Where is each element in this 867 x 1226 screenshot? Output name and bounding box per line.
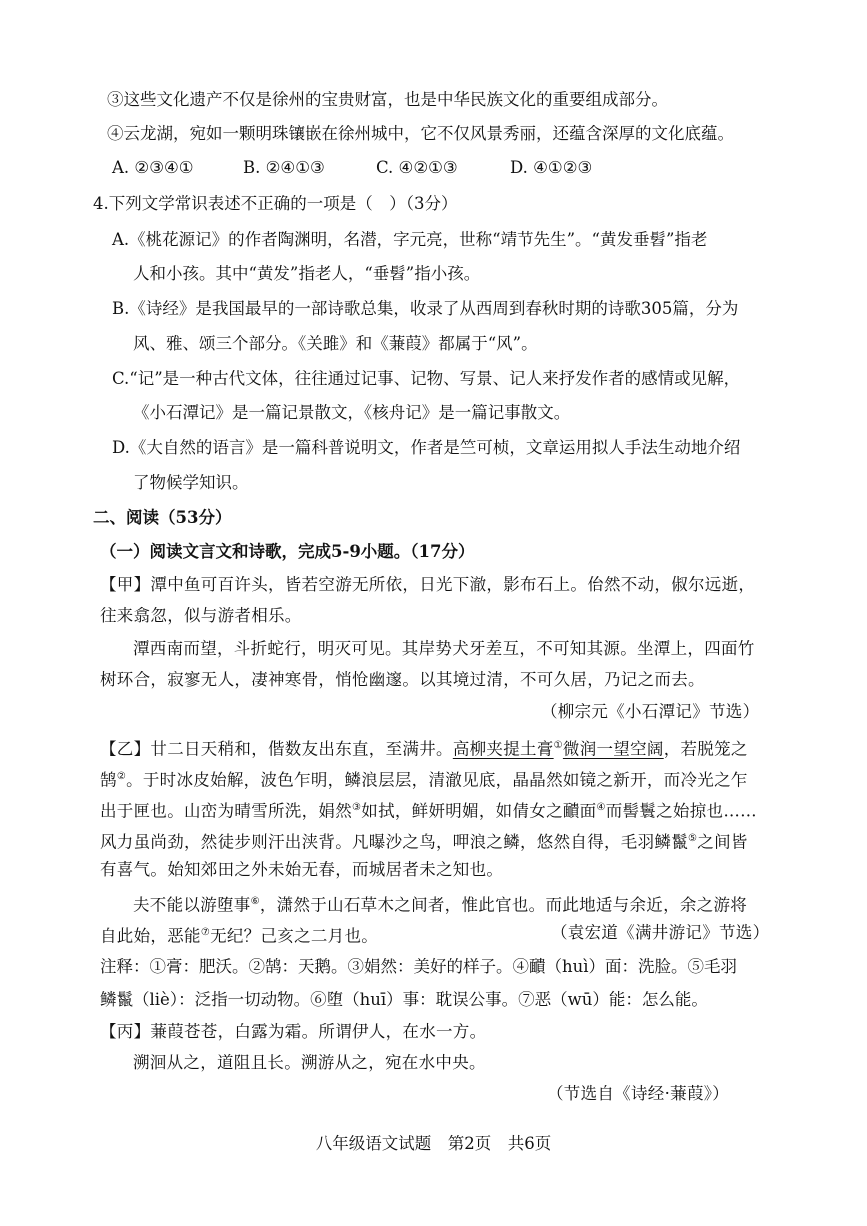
yi-note-7-marker: ⑦ <box>200 927 211 938</box>
jia-p2-line1: 潭西南而望，斗折蛇行，明灭可见。其岸势犬牙差互，不可知其源。坐潭上，四面竹 <box>133 639 755 658</box>
q3-option-b: B. ②④①③ <box>243 158 325 177</box>
jia-p2-line2: 树环合，寂寥无人，凄神寒骨，悄怆幽邃。以其境过清，不可久居，乃记之而去。 <box>100 670 705 689</box>
yi-line3-post: 而髻鬟之始掠也…… <box>605 801 757 821</box>
yi-line7-post: 无纪？己亥之二月也。 <box>210 926 379 946</box>
yi-line1 <box>100 734 748 762</box>
bing-line1: 【丙】蒹葭苍苍，白露为霜。所谓伊人，在水一方。 <box>100 1022 487 1041</box>
bing-line2: 溯洄从之，道阻且长。溯游从之，宛在水中央。 <box>133 1053 486 1072</box>
yi-line7-pre: 自此始，恶能 <box>100 926 201 946</box>
yi-line6-pre: 夫不能以游堕事 <box>133 895 251 915</box>
yi-note-3-marker: ③ <box>352 802 362 813</box>
yi-line4 <box>100 827 748 855</box>
yi-note-6-marker: ⑥ <box>250 896 260 907</box>
subsection-title: （一）阅读文言文和诗歌，完成5-9小题。（17分） <box>100 542 475 561</box>
notes-line2: 鳞鬣（liè）：泛指一切动物。⑥堕（huī）事：耽误公事。⑦恶（wū）能：怎么能。 <box>100 990 708 1009</box>
q3-option-d: D. ④①②③ <box>510 158 593 177</box>
q4-option-a-line2: 人和小孩。其中“黄发”指老人，“垂髫”指小孩。 <box>133 264 481 283</box>
yi-line3-pre: 出于匣也。山峦为晴雪所洗，娟然 <box>100 801 352 821</box>
yi-line2-pre: 鹄 <box>100 770 117 790</box>
yi-note-1-marker: ① <box>553 740 563 751</box>
yi-line1-underlined-2: 微润一望空阔 <box>562 739 664 759</box>
yi-line3-mid: 如拭，鲜妍明媚，如倩女之靧面 <box>361 801 597 821</box>
yi-line2 <box>100 765 748 793</box>
q4-option-c-line2: 《小石潭记》是一篇记景散文，《核舟记》是一篇记事散文。 <box>133 403 571 422</box>
jia-source: （柳宗元《小石潭记》节选） <box>541 702 760 721</box>
q3-option-a: A. ②③④① <box>112 158 194 177</box>
yi-note-2-marker: ② <box>116 771 127 782</box>
jia-p1-line2: 往来翕忽，似与游者相乐。 <box>100 606 302 625</box>
q4-stem: 4.下列文学常识表述不正确的一项是（ ）（3分） <box>93 194 458 213</box>
page-footer: 八年级语文试题 第2页 共6页 <box>315 1134 552 1153</box>
q4-option-a-line1: A.《桃花源记》的作者陶渊明，名潜，字元亮，世称“靖节先生”。“黄发垂髫”指老 <box>112 230 708 249</box>
bing-source: （节选自《诗经·蒹葭》） <box>547 1084 730 1103</box>
yi-line1-pre: 【乙】廿二日天稍和，偕数友出东直，至满井。 <box>100 739 453 759</box>
q4-option-b-line1: B.《诗经》是我国最早的一部诗歌总集，收录了从西周到春秋时期的诗歌305篇，分为 <box>112 299 739 318</box>
yi-line6-post: ，潇然于山石草木之间者，惟此官也。而此地适与余近，余之游将 <box>259 895 748 915</box>
q4-option-b-line2: 风、雅、颂三个部分。《关雎》和《蒹葭》都属于“风”。 <box>133 334 538 353</box>
yi-note-5-marker: ⑤ <box>688 833 698 844</box>
q4-option-c-line1: C.“记”是一种古代文体，往往通过记事、记物、写景、记人来抒发作者的感情或见解， <box>112 369 741 388</box>
q3-option-c: C. ④②①③ <box>376 158 458 177</box>
yi-line5: 有喜气。始知郊田之外未始无春，而城居者未之知也。 <box>100 860 504 879</box>
yi-line7 <box>100 921 378 949</box>
q3-item-4: ④云龙湖，宛如一颗明珠镶嵌在徐州城中，它不仅风景秀丽，还蕴含深厚的文化底蕴。 <box>107 124 734 143</box>
yi-line1-underlined-1: 高柳夹提土膏 <box>452 739 554 759</box>
yi-line1-post: ，若脱笼之 <box>663 739 748 759</box>
q4-option-d-line1: D.《大自然的语言》是一篇科普说明文，作者是竺可桢，文章运用拟人手法生动地介绍 <box>112 438 741 457</box>
yi-line4-post: 之间皆 <box>697 832 748 852</box>
yi-note-4-marker: ④ <box>596 802 606 813</box>
notes-line1: 注释：①膏：肥沃。②鹄：天鹅。③娟然：美好的样子。④靧（huì）面：洗脸。⑤毛羽 <box>100 957 738 976</box>
section-title: 二、阅读（53分） <box>93 508 232 527</box>
q4-option-d-line2: 了物候学知识。 <box>133 473 249 492</box>
q3-item-3: ③这些文化遗产不仅是徐州的宝贵财富，也是中华民族文化的重要组成部分。 <box>107 90 668 109</box>
yi-source: （袁宏道《满井游记》节选） <box>551 923 770 942</box>
yi-line2-post: 。于时冰皮始解，波色乍明，鳞浪层层，清澈见底，晶晶然如镜之新开，而冷光之乍 <box>126 770 748 790</box>
jia-p1-line1: 【甲】潭中鱼可百许头，皆若空游无所依，日光下澈，影布石上。佁然不动，俶尔远逝， <box>100 575 756 594</box>
yi-line3 <box>100 796 757 824</box>
yi-line6 <box>133 890 747 918</box>
yi-line4-pre: 风力虽尚劲，然徒步则汗出浃背。凡曝沙之鸟，呷浪之鳞，悠然自得，毛羽鳞鬣 <box>100 832 688 852</box>
